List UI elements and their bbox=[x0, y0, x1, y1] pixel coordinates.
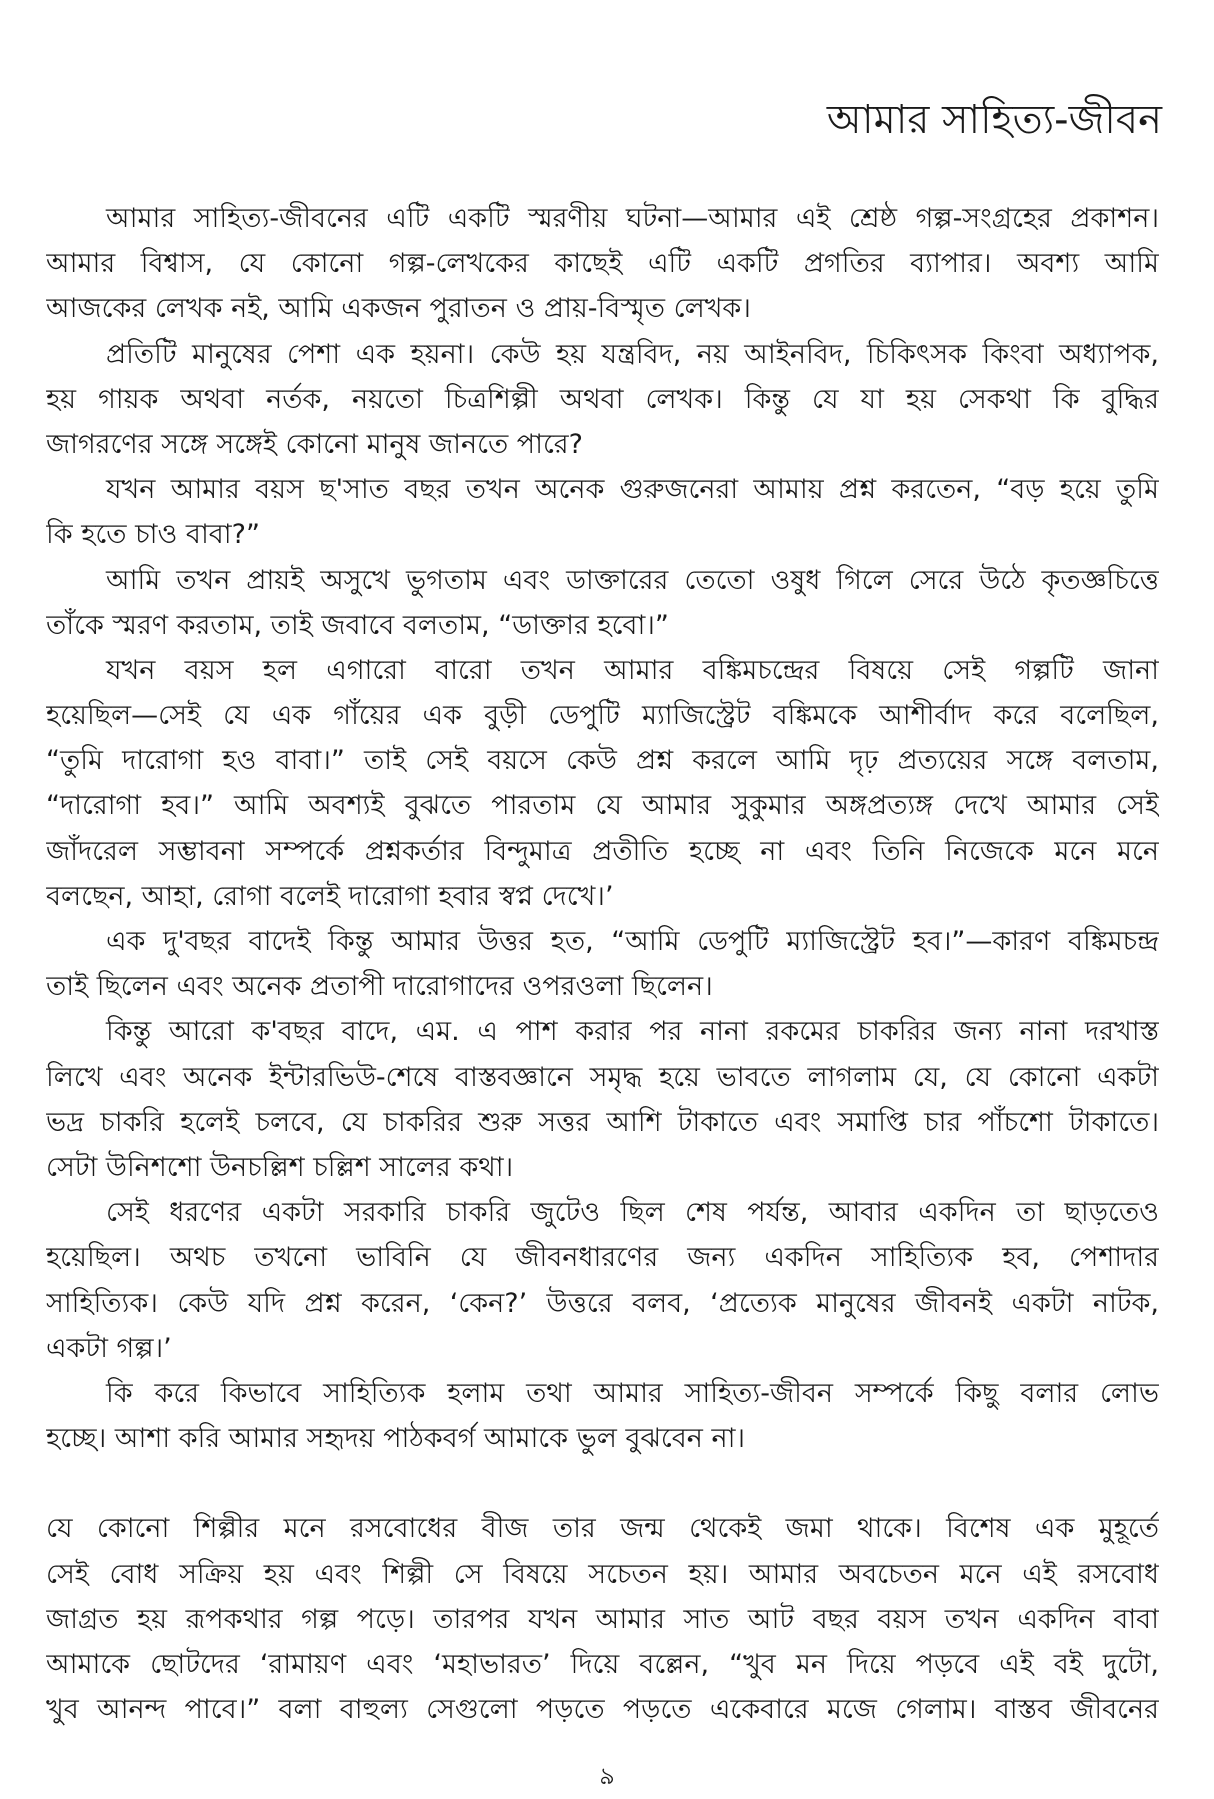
text-line: সেই বোধ সক্রিয় হয় এবং শিল্পী সে বিষয়ে সচেতন হয়। আমার অবচেতন মনে এই রসবোধ bbox=[46, 1558, 1159, 1590]
text-line: হচ্ছে। আশা করি আমার সহৃদয় পাঠকবর্গ আমাকে ভুল বুঝবেন না। bbox=[46, 1423, 746, 1455]
text-line: হয় গায়ক অথবা নর্তক, নয়তো চিত্রশিল্পী অথবা লেখক। কিন্তু যে যা হয় সেকথা কি বুদ্ধির bbox=[46, 383, 1159, 415]
text-line: “দারোগা হব।” আমি অবশ্যই বুঝতে পারতাম যে আমার সুকুমার অঙ্গপ্রত্যঙ্গ দেখে আমার সেই bbox=[46, 790, 1159, 822]
text-line: যখন বয়স হল এগারো বারো তখন আমার বঙ্কিমচন্দ্রের বিষয়ে সেই গল্পটি জানা bbox=[106, 654, 1159, 686]
text-line: খুব আনন্দ পাবে।” বলা বাহুল্য সেগুলো পড়তে পড়তে একেবারে মজে গেলাম। বাস্তব জীবনের bbox=[46, 1694, 1159, 1726]
text-line: আজকের লেখক নই, আমি একজন পুরাতন ও প্রায়-বিস্মৃত লেখক। bbox=[46, 293, 751, 325]
text-line: একটা গল্প।’ bbox=[46, 1332, 172, 1364]
paragraph bbox=[46, 1190, 1159, 1371]
text-line: সেই ধরণের একটা সরকারি চাকরি জুটেও ছিল শেষ পর্যন্ত, আবার একদিন তা ছাড়তেও bbox=[106, 1197, 1159, 1229]
text-line: যে কোনো শিল্পীর মনে রসবোধের বীজ তার জন্ম থেকেই জমা থাকে। বিশেষ এক মুহূর্তে bbox=[46, 1513, 1159, 1545]
text-line: জাঁদরেল সম্ভাবনা সম্পর্কে প্রশ্নকর্তার বিন্দুমাত্র প্রতীতি হচ্ছে না এবং তিনি নিজেকে মনে মনে bbox=[46, 835, 1159, 867]
section-gap bbox=[46, 1461, 1159, 1506]
text-line: লিখে এবং অনেক ইন্টারভিউ-শেষে বাস্তবজ্ঞানে সমৃদ্ধ হয়ে ভাবতে লাগলাম যে, যে কোনো একটা bbox=[46, 1061, 1159, 1093]
paragraph bbox=[46, 648, 1159, 919]
text-line: হয়েছিল—সেই যে এক গাঁয়ের এক বুড়ী ডেপুটি ম্যাজিস্ট্রেট বঙ্কিমকে আশীর্বাদ করে বলেছিল, bbox=[46, 700, 1159, 732]
text-line: কিন্তু আরো ক'বছর বাদে, এম. এ পাশ করার পর নানা রকমের চাকরির জন্য নানা দরখাস্ত bbox=[106, 1016, 1159, 1048]
text-line: কি করে কিভাবে সাহিত্যিক হলাম তথা আমার সাহিত্য-জীবন সম্পর্কে কিছু বলার লোভ bbox=[106, 1377, 1159, 1409]
text-line: জাগরণের সঙ্গে সঙ্গেই কোনো মানুষ জানতে পারে? bbox=[46, 428, 583, 460]
paragraph bbox=[46, 1371, 1159, 1461]
text-line: প্রতিটি মানুষের পেশা এক হয়না। কেউ হয় যন্ত্রবিদ, নয় আইনবিদ, চিকিৎসক কিংবা অধ্যাপক, bbox=[106, 338, 1159, 370]
text-line: এক দু'বছর বাদেই কিন্তু আমার উত্তর হত, “আমি ডেপুটি ম্যাজিস্ট্রেট হব।”—কারণ বঙ্কিমচন্দ্র bbox=[106, 926, 1159, 957]
text-line: সেটা উনিশশো উনচল্লিশ চল্লিশ সালের কথা। bbox=[46, 1151, 514, 1183]
text-line: আমার সাহিত্য-জীবনের এটি একটি স্মরণীয় ঘটনা—আমার এই শ্রেষ্ঠ গল্প-সংগ্রহের প্রকাশন। bbox=[106, 203, 1159, 234]
text-line: তাই ছিলেন এবং অনেক প্রতাপী দারোগাদের ওপরওলা ছিলেন। bbox=[46, 971, 713, 1003]
text-line: তাঁকে স্মরণ করতাম, তাই জবাবে বলতাম, “ডাক্তার হবো।” bbox=[46, 609, 669, 641]
text-line: আমার বিশ্বাস, যে কোনো গল্প-লেখকের কাছেই এটি একটি প্রগতির ব্যাপার। অবশ্য আমি bbox=[46, 248, 1159, 280]
text-line: “তুমি দারোগা হও বাবা।” তাই সেই বয়সে কেউ প্রশ্ন করলে আমি দৃঢ় প্রত্যয়ের সঙ্গে বলতাম, bbox=[46, 745, 1159, 777]
text-line: যখন আমার বয়স ছ'সাত বছর তখন অনেক গুরুজনেরা আমায় প্রশ্ন করতেন, “বড় হয়ে তুমি bbox=[106, 474, 1159, 506]
text-line: হয়েছিল। অথচ তখনো ভাবিনি যে জীবনধারণের জন্য একদিন সাহিত্যিক হব, পেশাদার bbox=[46, 1242, 1159, 1274]
body-text bbox=[46, 196, 1159, 1732]
paragraph bbox=[46, 1506, 1159, 1732]
paragraph bbox=[46, 332, 1159, 468]
paragraph bbox=[46, 1009, 1159, 1190]
text-line: কি হতে চাও বাবা?” bbox=[46, 519, 260, 551]
text-line: বলছেন, আহা, রোগা বলেই দারোগা হবার স্বপ্ন দেখে।’ bbox=[46, 880, 614, 912]
text-line: জাগ্রত হয় রূপকথার গল্প পড়ে। তারপর যখন আমার সাত আট বছর বয়স তখন একদিন বাবা bbox=[46, 1603, 1159, 1635]
paragraph bbox=[46, 196, 1159, 332]
paragraph bbox=[46, 919, 1159, 1009]
chapter-title: আমার সাহিত্য-জীবন bbox=[826, 97, 1162, 143]
text-line: আমাকে ছোটদের ‘রামায়ণ এবং ‘মহাভারত’ দিয়ে বল্লেন, “খুব মন দিয়ে পড়বে এই বই দুটো, bbox=[46, 1649, 1159, 1680]
text-line: আমি তখন প্রায়ই অসুখে ভুগতাম এবং ডাক্তারের তেতো ওষুধ গিলে সেরে উঠে কৃতজ্ঞচিত্তে bbox=[106, 564, 1159, 596]
paragraph bbox=[46, 558, 1159, 648]
page-number: ৯ bbox=[599, 1762, 615, 1790]
text-line: সাহিত্যিক। কেউ যদি প্রশ্ন করেন, ‘কেন?’ উত্তরে বলব, ‘প্রত্যেক মানুষের জীবনই একটা নাটক, bbox=[46, 1287, 1159, 1319]
paragraph bbox=[46, 467, 1159, 557]
text-line: ভদ্র চাকরি হলেই চলবে, যে চাকরির শুরু সত্তর আশি টাকাতে এবং সমাপ্তি চার পাঁচশো টাকাতে। bbox=[46, 1106, 1159, 1138]
